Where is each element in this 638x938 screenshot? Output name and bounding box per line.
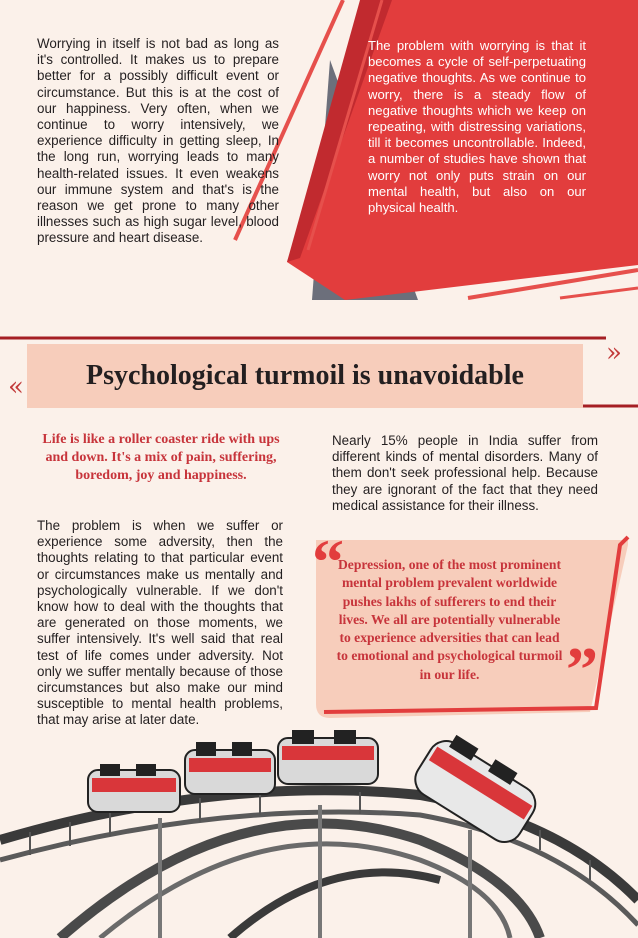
worry-box-text: The problem with worrying is that it becomes a cycle of self-perpetuating negative thoughts. As we continue to worry, there is a steady flow of negative thoughts which we keep on repeating, with distressing variations, till it becomes uncontrollable. Indeed, a number of studies have shown that worry not only puts strain on our mental health, but also on our physical health. bbox=[368, 38, 586, 216]
coaster-car bbox=[278, 730, 378, 784]
left-chevron-icon: « bbox=[8, 372, 24, 402]
coaster-car bbox=[88, 764, 180, 812]
stripe-line bbox=[560, 288, 638, 298]
lead-quote: Life is like a roller coaster ride with ups and down. It's a mix of pain, suffering, boredom, joy and happiness. bbox=[42, 432, 280, 483]
intro-paragraph: Worrying in itself is not bad as long as it's controlled. It makes us to prepare better for a possibly difficult event or circumstance. But this is at the cost of our happiness. Very often, when we continue to worry intensively, we experience difficulty in getting sleep, In the long run, worrying leads to many health-related issues. It even weakens our immune system and that's is the reason we get prone to many other illnesses such as high sugar level, blood pressure and heart disease. bbox=[37, 36, 279, 246]
close-quote-icon: ” bbox=[566, 634, 598, 705]
right-chevron-icon: » bbox=[606, 338, 622, 368]
body-right-paragraph: Nearly 15% people in India suffer from different kinds of mental disorders. Many of them don't seek professional help. Because they are ignorant of the fact that they need medical assistance for their illness. bbox=[332, 433, 598, 513]
body-left-paragraph: The problem is when we suffer or experience some adversity, then the thoughts relating to that particular event or circumstances make us mentally and psychologically vulnerable. If we don't know how to deal with the thoughts that are generated on those moments, we suffer intensively. It's well said that real test of life comes under adversity. Not only we suffer mentally because of those circumstances but also make our mind susceptible to mental health problems, that may arise at later date. bbox=[37, 518, 283, 728]
section-title: Psychological turmoil is unavoidable bbox=[86, 360, 524, 391]
open-quote-icon: “ bbox=[312, 526, 344, 597]
coaster-car bbox=[185, 742, 275, 794]
quote-text: Depression, one of the most prominent mental problem prevalent worldwide pushes lakhs of sufferers to end their lives. We all are potentially vulnerable to experience adversities that can lead to emotional and psychological turmoil in our life. bbox=[336, 557, 563, 682]
roller-coaster-image bbox=[0, 720, 638, 938]
